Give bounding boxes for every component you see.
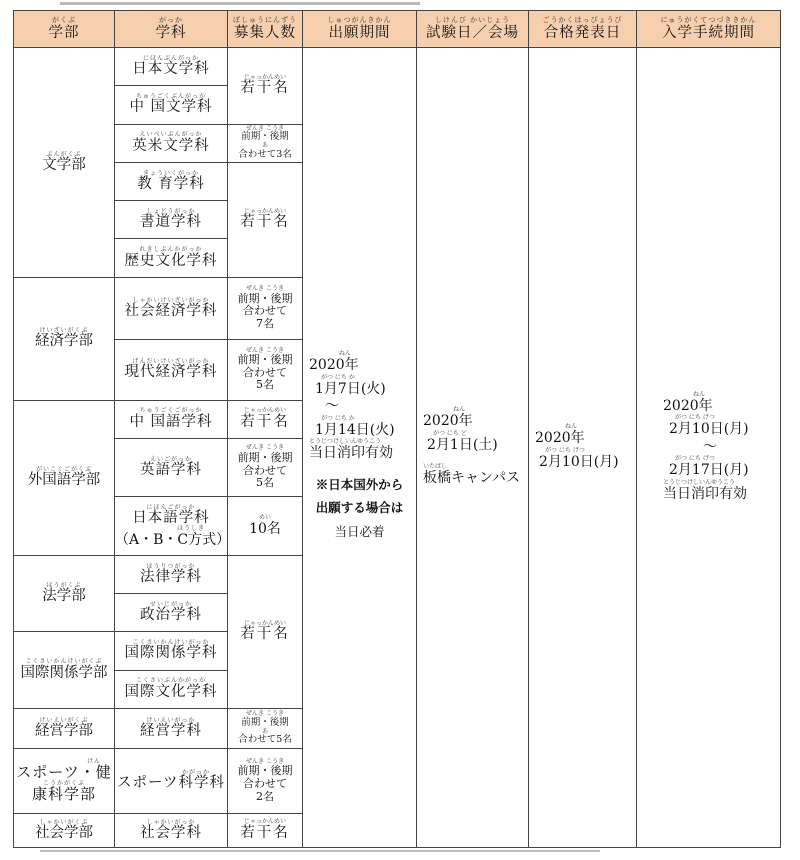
faculty-law: ほうがくぶ 法学部 [14,555,115,632]
dept-intl-relations: こくさいかんけいがっか 国際関係学科 [115,632,228,670]
dept-calligraphy: しょどうがっか 書道学科 [115,201,228,239]
header-application-period: しゅつがんきかん 出願期間 [303,11,417,48]
dept-sports: かがっか スポーツ科学科 [115,749,228,813]
capacity-english-lit: ぜんき こうき 前期・後期 あ 合わせて3名 [228,124,303,162]
exam-cell: ねん 2020年 がつ にち ど 2月1日(土) いたばし 板橋キャンパス [417,48,529,848]
faculty-foreign-languages: がいこくごがくぶ 外国語学部 [14,400,115,555]
header-capacity: ぼしゅうにんずう 募集人数 [228,11,303,48]
dept-japanese: にほんごがっか 日本語学科 ほうしき （A・B・C方式） [115,497,228,555]
capacity-socioeco: ぜんき こうき 前期・後期 合わせて 7名 [228,277,303,339]
application-period-cell: ねん 2020年 がつ にち か 1月7日(火) ～ がつ にち か 1月14日(火) とうじつけしいんゆうこう 当日消印有効 ※日本国外から 出願する場合は 当日必着 [303,48,417,848]
capacity-jakkan: じゃっかんめい 若干名 [228,555,303,708]
header-faculty: がくぶ 学部 [14,11,115,48]
faculty-sports-health: けん スポーツ・健 こうかがくぶ 康科学部 [14,749,115,813]
dept-law: ほうりつがっか 法律学科 [115,555,228,593]
capacity-english: ぜんき こうき 前期・後期 合わせて 5名 [228,438,303,496]
header-department: がっか 学科 [115,11,228,48]
dept-english-lit: えいべいぶんがっか 英米文学科 [115,124,228,162]
dept-education: きょういくがっか 教 育学科 [115,162,228,200]
dept-japanese-lit: にほんぶんがっか 日本文学科 [115,48,228,86]
capacity-jakkan: じゃっかんめい 若干名 [228,162,303,277]
faculty-business: けいえいがくぶ 経営学部 [14,708,115,748]
capacity-jakkan: じゃっかんめい 若干名 [228,813,303,847]
header-row [14,11,781,48]
faculty-economics: けいざいがくぶ 経済学部 [14,277,115,400]
dept-history: れきしぶんかがっか 歴史文化学科 [115,239,228,277]
header-result-date: ごうかくはっぴょうび 合格発表日 [529,11,637,48]
result-cell: ねん 2020年 がつ にち げつ 2月10日(月) [529,48,637,848]
dept-intl-culture: こくさいぶんかがっか 国際文化学科 [115,670,228,708]
header-enrollment-period: にゅうがくてつづききかん 入学手続期間 [637,11,781,48]
dept-modern-eco: げんだいけいざいがっか 現代経済学科 [115,340,228,400]
dept-english: えいごがっか 英語学科 [115,438,228,496]
capacity-japanese: めい 10名 [228,497,303,555]
dept-politics: せいじがっか 政治学科 [115,594,228,632]
capacity-jakkan: じゃっかんめい 若干名 [228,48,303,125]
faculty-international-relations: こくさいかんけいがくぶ 国際関係学部 [14,632,115,709]
dept-business: けいえいがっか 経営学科 [115,708,228,748]
capacity-sports: ぜんき こうき 前期・後期 合わせて 2名 [228,749,303,813]
capacity-modern-eco: ぜんき こうき 前期・後期 合わせて 5名 [228,340,303,400]
overseas-note: ※日本国外から 出願する場合は 当日必着 [315,476,404,540]
bottom-cut-text-line [40,850,600,852]
table-row [14,48,781,86]
capacity-jakkan: じゃっかんめい 若干名 [228,400,303,438]
dept-sociology: しゃかいがっか 社会学科 [115,813,228,847]
admission-schedule-table [13,10,781,848]
capacity-business: ぜんき こうき 前期・後期 あ 合わせて5名 [228,708,303,748]
dept-chinese-lit: ちゅうごくぶんがっか 中 国文学科 [115,86,228,124]
header-exam-date-venue: しけんび かいじょう 試験日／会場 [417,11,529,48]
enrollment-cell: ねん 2020年 がつ にち げつ 2月10日(月) ～ がつ にち げつ 2月17日(月) とうじつけしいんゆうこう 当日消印有効 [637,48,781,848]
dept-socioeco: しゃかいけいざいがっか 社会経済学科 [115,277,228,339]
faculty-sociology: しゃかいがくぶ 社会学部 [14,813,115,847]
dept-chinese: ちゅうごくごがっか 中 国語学科 [115,400,228,438]
faculty-letters: ぶんがくぶ 文学部 [14,48,115,278]
top-cut-text-line [0,0,800,8]
